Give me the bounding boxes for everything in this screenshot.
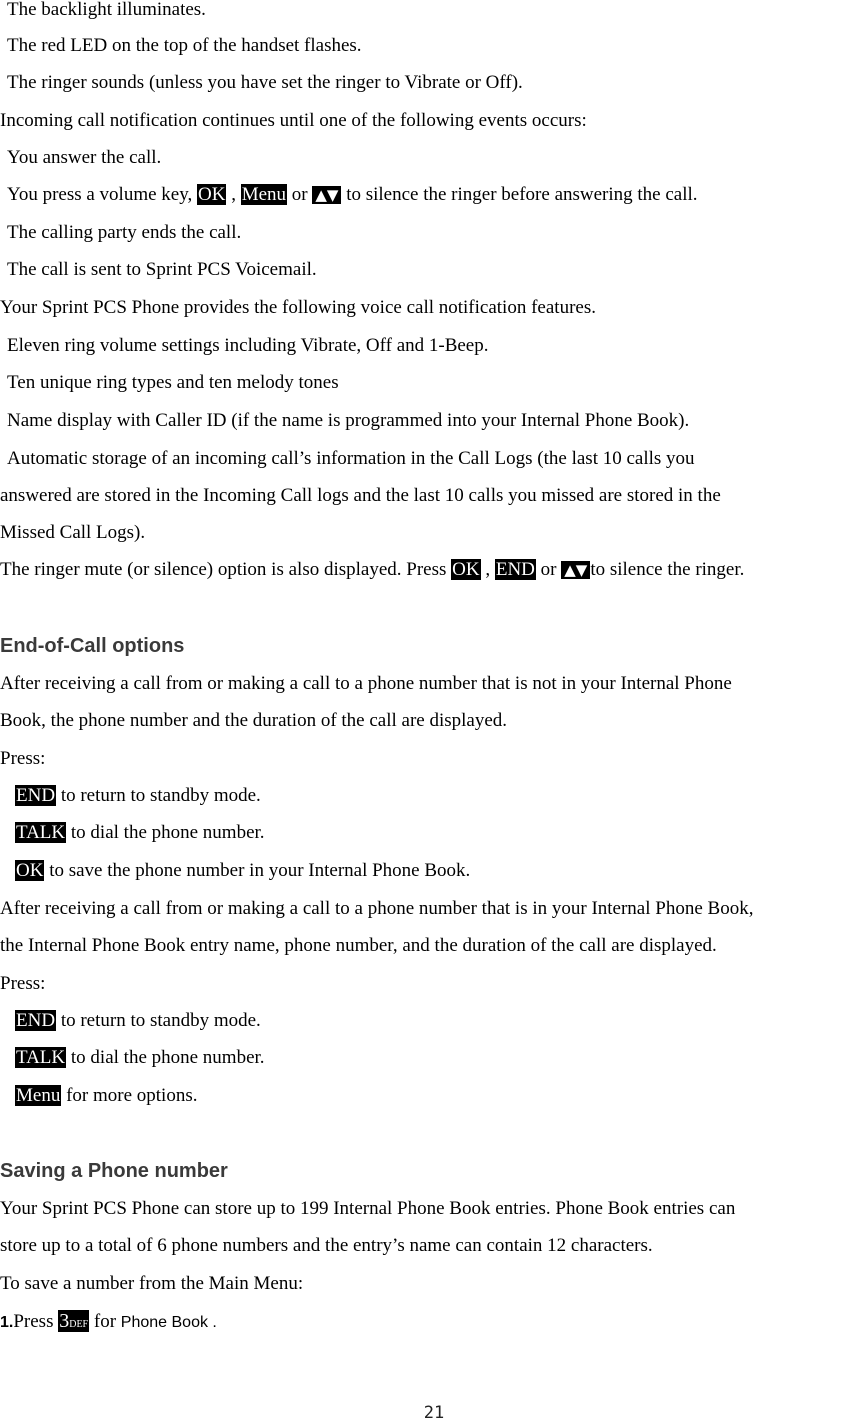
paragraph-storage-capacity: Your Sprint PCS Phone can store up to 199 Internal Phone Book entries. Phone Book entries can — [0, 1198, 736, 1219]
bullet-automatic-storage-cont: answered are stored in the Incoming Call logs and the last 10 calls you missed are stored in the — [0, 485, 721, 506]
option-ok-save: OK to save the phone number in your Internal Phone Book. — [16, 860, 471, 881]
bullet-calling-party: The calling party ends the call. — [7, 222, 242, 243]
option-end-standby: END to return to standby mode. — [16, 1010, 261, 1031]
paragraph-notification: Incoming call notification continues until one of the following events occurs: — [0, 110, 587, 131]
bullet-volume-key: You press a volume key, OK , Menu or ▲▼ to silence the ringer before answering the call. — [7, 184, 698, 205]
bullet-voicemail: The call is sent to Sprint PCS Voicemail. — [7, 259, 317, 280]
option-talk-dial: TALK to dial the phone number. — [16, 822, 265, 843]
heading-end-of-call: End-of-Call options — [0, 635, 185, 657]
paragraph-ringer-mute: The ringer mute (or silence) option is also displayed. Press OK , END or ▲▼ to silence the ringer. — [0, 559, 745, 580]
bullet-automatic-storage: Automatic storage of an incoming call’s information in the Call Logs (the last 10 calls you — [7, 448, 695, 469]
ok-key: OK — [16, 860, 44, 881]
heading-saving-phone-number: Saving a Phone number — [0, 1160, 228, 1182]
paragraph-storage-capacity-cont: store up to a total of 6 phone numbers and the entry’s name can contain 12 characters. — [0, 1235, 653, 1256]
paragraph-save-from-menu: To save a number from the Main Menu: — [0, 1273, 304, 1294]
bullet-answer: You answer the call. — [7, 147, 162, 168]
talk-key: TALK — [16, 822, 66, 843]
up-down-arrow-icon: ▲▼ — [561, 561, 590, 579]
page-number: 21 — [423, 1403, 445, 1423]
end-key: END — [495, 559, 535, 580]
ok-key: OK — [452, 559, 480, 580]
menu-key: Menu — [241, 184, 287, 205]
bullet-backlight: The backlight illuminates. — [7, 0, 206, 20]
bullet-red-led: The red LED on the top of the handset flashes. — [7, 35, 362, 56]
paragraph-not-in-phonebook-cont: Book, the phone number and the duration of the call are displayed. — [0, 710, 508, 731]
paragraph-features: Your Sprint PCS Phone provides the following voice call notification features. — [0, 297, 596, 318]
bullet-ring-types: Ten unique ring types and ten melody tones — [7, 372, 339, 393]
bullet-automatic-storage-end: Missed Call Logs). — [0, 522, 146, 543]
press-label: Press: — [0, 748, 46, 769]
bullet-ringer-sounds: The ringer sounds (unless you have set the ringer to Vibrate or Off). — [7, 72, 523, 93]
up-down-arrow-icon: ▲▼ — [312, 186, 341, 204]
press-label: Press: — [0, 973, 46, 994]
key-3-def: 3DEF — [59, 1310, 89, 1332]
bullet-name-display: Name display with Caller ID (if the name is programmed into your Internal Phone Book). — [7, 410, 690, 431]
paragraph-not-in-phonebook: After receiving a call from or making a call to a phone number that is not in your Internal Phone — [0, 673, 732, 694]
option-menu-more: Menu for more options. — [16, 1085, 198, 1106]
ok-key: OK — [198, 184, 226, 205]
paragraph-in-phonebook: After receiving a call from or making a call to a phone number that is in your Internal Phone Book, — [0, 898, 754, 919]
bullet-ring-volume: Eleven ring volume settings including Vibrate, Off and 1-Beep. — [7, 335, 489, 356]
option-talk-dial: TALK to dial the phone number. — [16, 1047, 265, 1068]
end-key: END — [16, 785, 56, 806]
end-key: END — [16, 1010, 56, 1031]
paragraph-in-phonebook-cont: the Internal Phone Book entry name, phone number, and the duration of the call are displayed. — [0, 935, 717, 956]
menu-key: Menu — [16, 1085, 61, 1106]
talk-key: TALK — [16, 1047, 66, 1068]
option-end-standby: END to return to standby mode. — [16, 785, 261, 806]
step-1: 1.Press 3DEF for Phone Book . — [0, 1310, 217, 1332]
